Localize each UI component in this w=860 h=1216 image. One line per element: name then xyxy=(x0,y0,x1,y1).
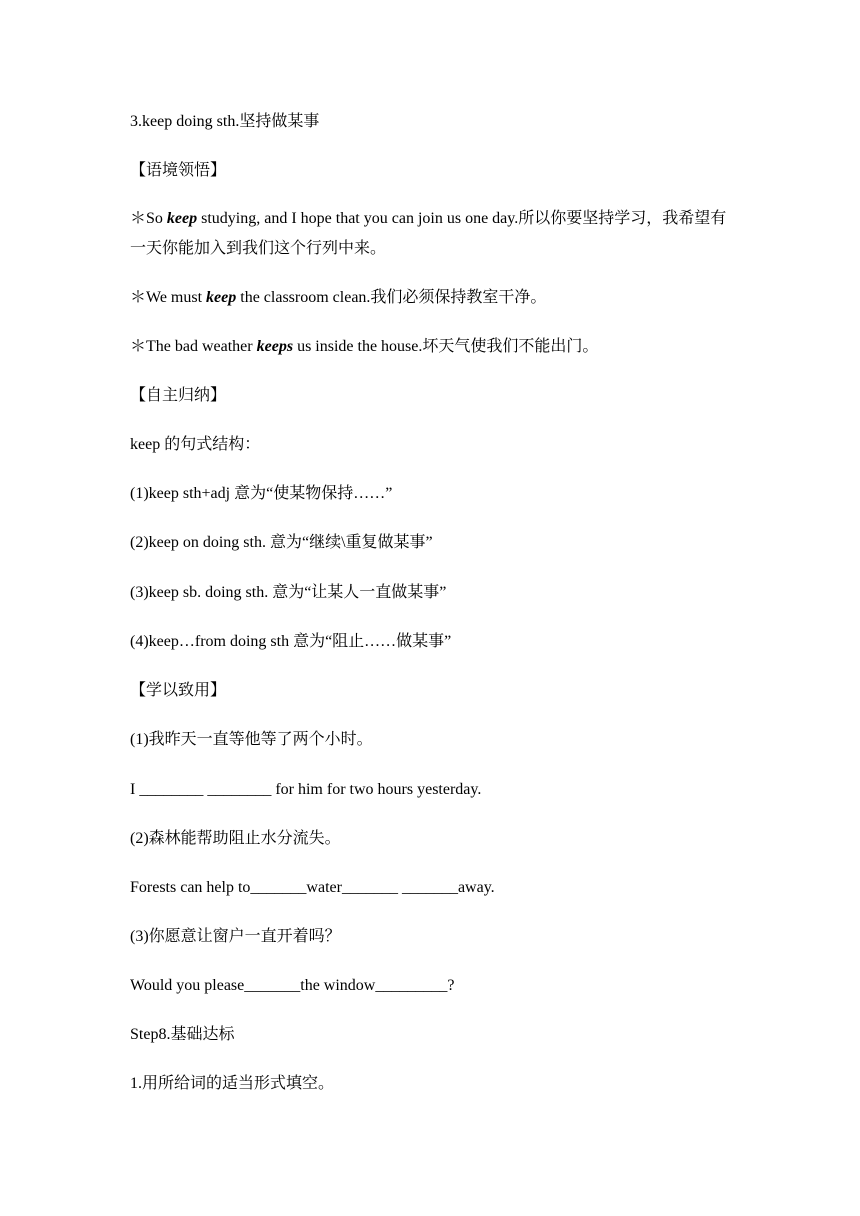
step-heading: Step8.基础达标 xyxy=(130,1026,235,1043)
example-sentence: ＊The bad weather keeps us inside the house.坏天气使我们不能出门。 xyxy=(130,338,599,355)
exercise-blank-line: I ________ ________ for him for two hours yesterday. xyxy=(130,781,482,798)
task-instruction: 1.用所给词的适当形式填空。 xyxy=(130,1075,335,1092)
structure-intro: keep 的句式结构： xyxy=(130,436,261,453)
section-label-context: 【语境领悟】 xyxy=(130,162,227,179)
exercise-prompt: (1)我昨天一直等他等了两个小时。 xyxy=(130,731,373,748)
example-sentence: ＊We must keep the classroom clean.我们必须保持教室干净。 xyxy=(130,289,547,306)
keyword: keeps xyxy=(256,338,294,355)
keyword: keep xyxy=(206,289,237,306)
structure-item: (4)keep…from doing sth 意为“阻止……做某事” xyxy=(130,633,452,650)
structure-item: (2)keep on doing sth. 意为“继续\重复做某事” xyxy=(130,534,433,551)
section-heading: 3.keep doing sth.坚持做某事 xyxy=(130,113,320,130)
exercise-prompt: (3)你愿意让窗户一直开着吗？ xyxy=(130,928,341,945)
structure-item: (3)keep sb. doing sth. 意为“让某人一直做某事” xyxy=(130,584,447,601)
exercise-blank-line: Forests can help to_______water_______ _______away. xyxy=(130,879,495,896)
keyword: keep xyxy=(166,210,198,227)
exercise-prompt: (2)森林能帮助阻止水分流失。 xyxy=(130,830,341,847)
example-sentence: ＊So keep studying, and I hope that you can join us one day.所以你要坚持学习，我希望有一天你能加入到我们这个行列中来。 xyxy=(130,210,727,257)
section-label-summary: 【自主归纳】 xyxy=(130,387,227,404)
structure-item: (1)keep sth+adj 意为“使某物保持……” xyxy=(130,485,393,502)
exercise-blank-line: Would you please_______the window_________? xyxy=(130,977,455,994)
section-label-practice: 【学以致用】 xyxy=(130,682,227,699)
